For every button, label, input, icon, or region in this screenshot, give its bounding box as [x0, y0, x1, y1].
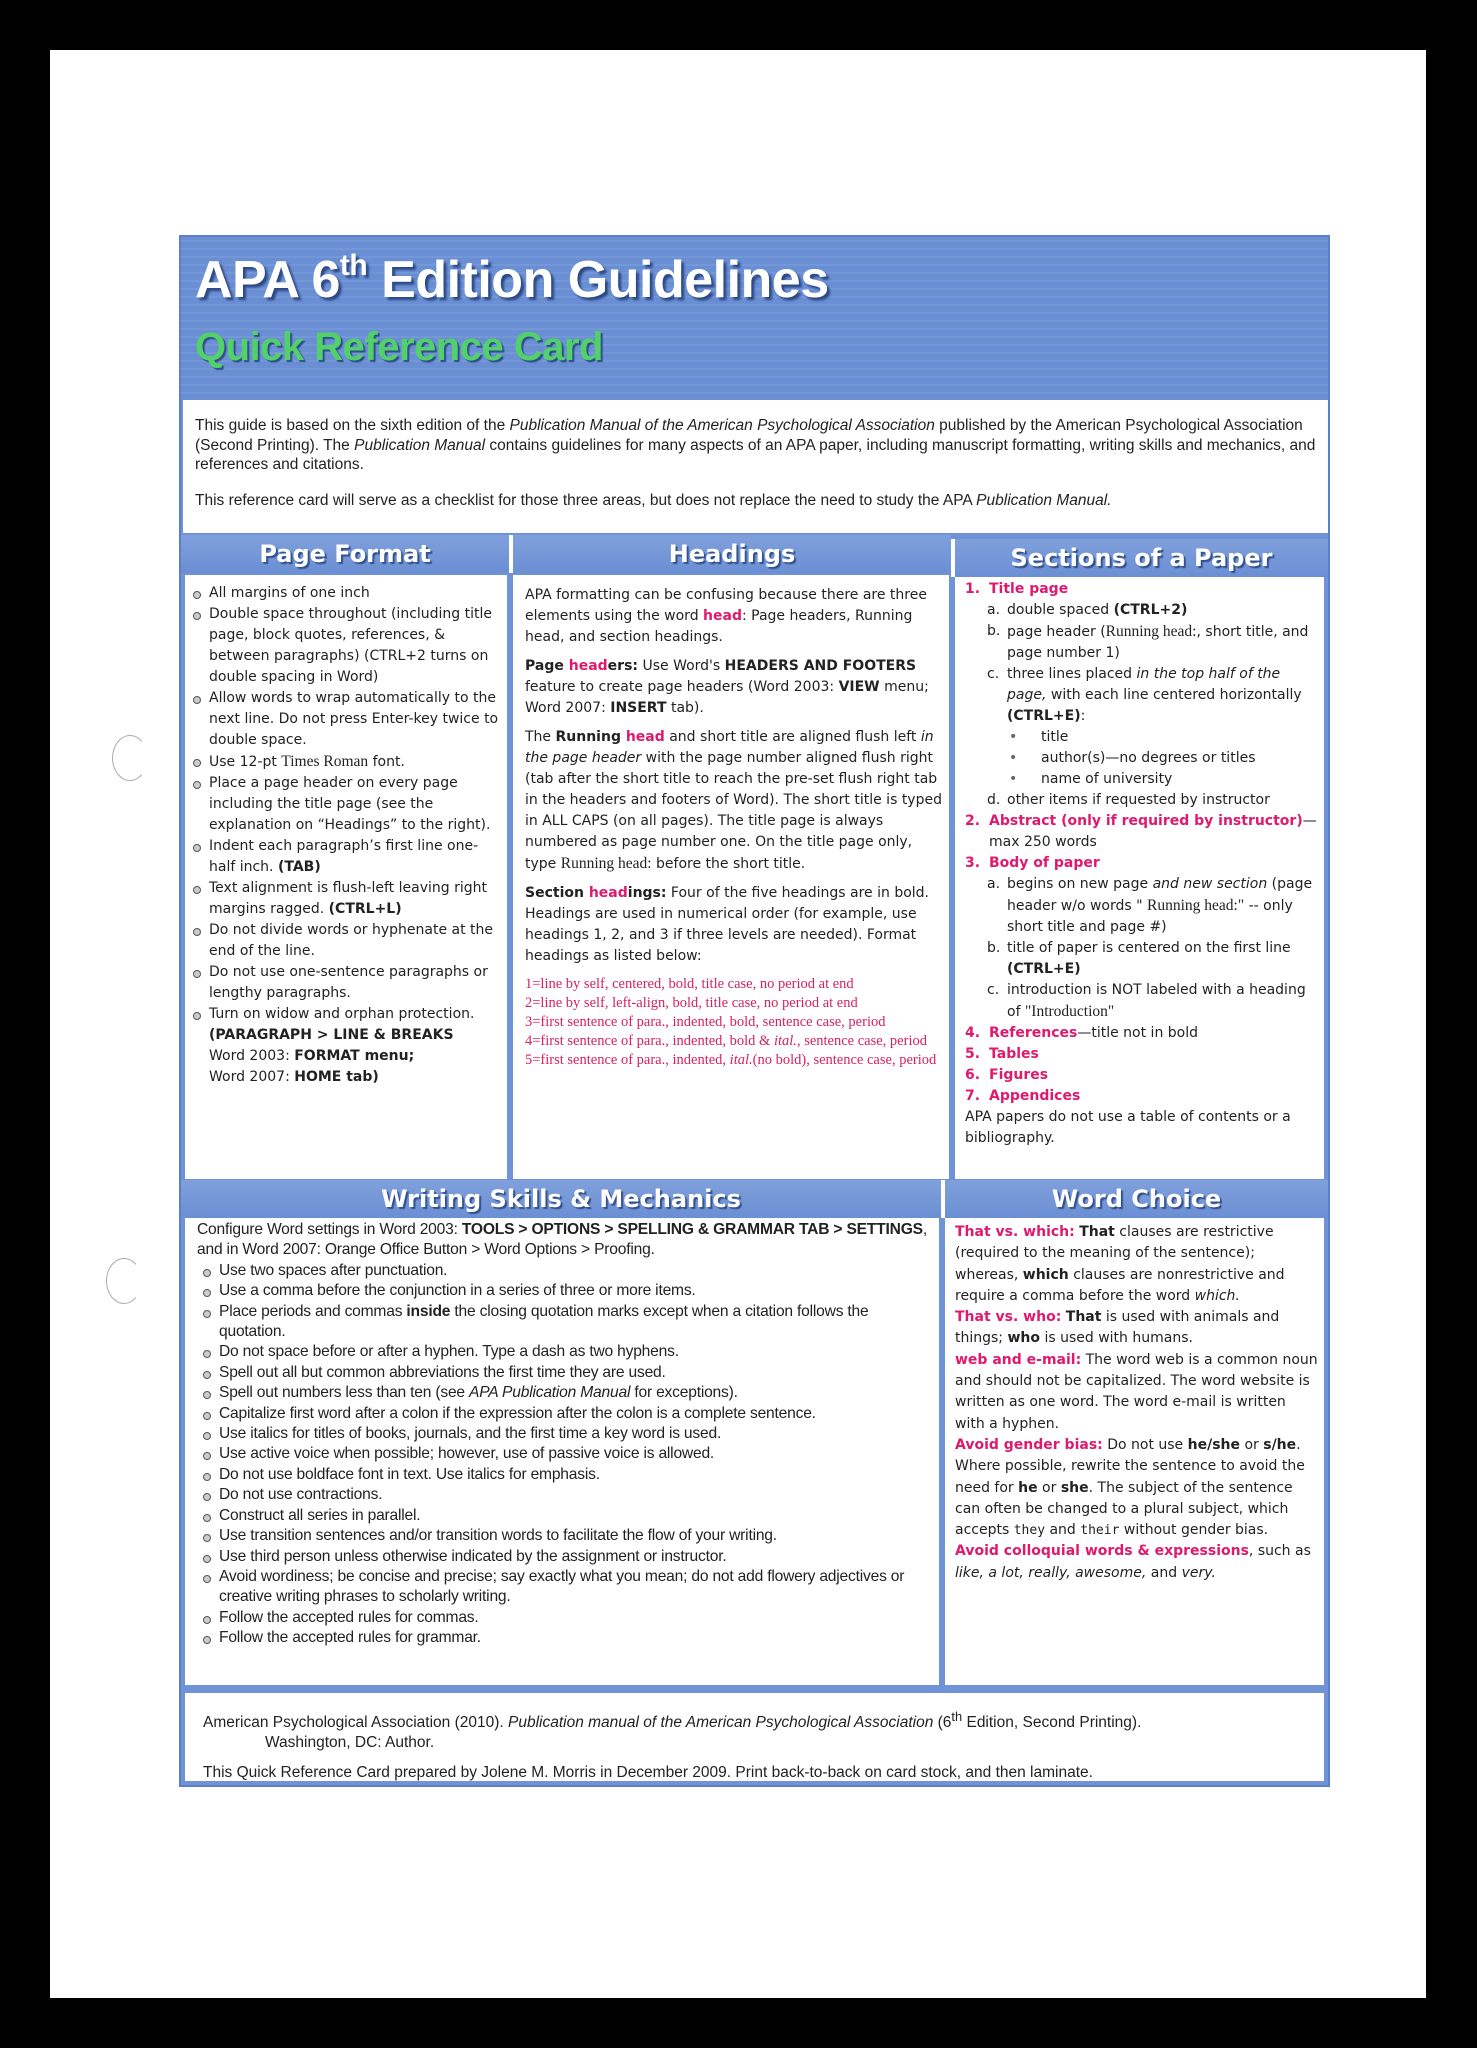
list-item: [187, 604, 501, 688]
outline-item: [959, 621, 1320, 664]
text-run: he: [1018, 1479, 1038, 1496]
outline-number: b.: [987, 940, 1001, 956]
text-run: Four of the five headings are in bold. Headings are used in numerical order (for example, use headings 1, 2, and 3 if three levels are needed). Format headings as listed below:: [525, 885, 929, 964]
text-run: Page: [525, 658, 569, 674]
text-run: Word 2003:: [209, 1048, 295, 1064]
outline-item: [959, 1044, 1320, 1065]
text-run: , short title, and page number 1): [1007, 624, 1309, 661]
title-superscript: th: [339, 249, 368, 282]
outline-number: b.: [987, 623, 1001, 639]
text-run: without gender bias.: [1119, 1522, 1269, 1539]
outline-number: 6.: [965, 1067, 981, 1083]
text-run: turns on double spacing in Word): [209, 648, 489, 685]
text-run: 2=line by self, left-align, bold, title case, no period at end: [525, 995, 858, 1011]
outline-item: [959, 790, 1320, 811]
text-run: 5=first sentence of para., indented,: [525, 1052, 730, 1068]
text-run: Publication manual of the American Psychological Association: [507, 1714, 934, 1732]
page-format-list: [187, 583, 501, 1088]
text-run: who: [1007, 1330, 1041, 1347]
list-item: [187, 751, 501, 773]
reference-citation: [203, 1707, 1312, 1753]
text-run: in the page header: [525, 729, 934, 766]
text-run: feature to create page headers (Word 2003:: [525, 679, 839, 695]
text-run: for exceptions).: [630, 1384, 738, 1402]
text-run: they: [1013, 1523, 1046, 1539]
list-item: [197, 1485, 931, 1505]
text-run: the closing quotation marks except when a citation follows the quotation.: [219, 1302, 869, 1341]
page-format-panel: [185, 575, 507, 1179]
text-run: which.: [1194, 1287, 1240, 1304]
text-run: , sentence case, period: [796, 1033, 927, 1049]
text-run: Indent each paragraph’s first line one-half inch.: [209, 838, 479, 875]
text-run: ital.: [773, 1033, 797, 1049]
text-run: which: [1022, 1266, 1069, 1283]
title-text: APA 6: [195, 251, 340, 309]
text-run: —max 250 words: [989, 813, 1317, 850]
text-run: Place a page header on every page including the title page (see the explanation on “Headings” to the right).: [209, 775, 491, 833]
text-run: like, a lot, really, awesome,: [955, 1564, 1147, 1581]
outline-number: 4.: [965, 1025, 981, 1041]
text-run: other items if requested by instructor: [1007, 792, 1270, 808]
text-run: ers:: [607, 658, 639, 674]
text-run: Spell out numbers less than ten (see: [219, 1384, 470, 1402]
text-run: VIEW: [838, 679, 880, 695]
text-run: Do not space before or after a hyphen. Type a dash as two hyphens.: [219, 1343, 679, 1361]
text-run: (CTRL+2: [363, 648, 426, 664]
card-credit: This Quick Reference Card prepared by Jolene M. Morris in December 2009. Print back-to-back on card stock, and then laminate.: [203, 1764, 1093, 1782]
list-item: [525, 975, 945, 994]
text-run: Use a comma before the conjunction in a series of three or more items.: [219, 1282, 696, 1300]
outline-item: [959, 811, 1320, 853]
text-run: . Where possible, rewrite the sentence to avoid the need for: [955, 1436, 1305, 1496]
text-run: Do not use one-sentence paragraphs or lengthy paragraphs.: [209, 964, 488, 1001]
intro-paragraph: [195, 491, 1316, 511]
outline-item: [959, 1023, 1320, 1044]
text-run: That: [1065, 1309, 1102, 1326]
text-run: Allow words to wrap automatically to the next line. Do not press Enter-key twice to double space.: [209, 690, 499, 748]
text-run: or: [1240, 1436, 1264, 1453]
writing-panel: [185, 1218, 939, 1685]
text-run: ital.: [729, 1052, 753, 1068]
text-run: Place periods and commas: [219, 1302, 407, 1320]
text-run: Avoid gender bias:: [955, 1436, 1103, 1453]
text-run: contains guidelines for many aspects of an APA paper, including manuscript formatting, writing skills and mechanics, and references and citations.: [195, 436, 1316, 473]
word-choice-paragraph: [955, 1435, 1318, 1541]
list-item: [197, 1404, 931, 1424]
text-run: th: [951, 1709, 963, 1724]
text-run: author(s)—no degrees or titles: [1041, 750, 1256, 766]
word-choice-paragraph: [955, 1307, 1318, 1350]
list-item: [197, 1302, 931, 1343]
list-item: [187, 878, 501, 920]
text-run: Double space throughout (including title page, block quotes, references, & between paragraphs): [209, 606, 493, 664]
text-run: head: [703, 608, 742, 624]
list-item: [197, 1342, 931, 1362]
list-item: [197, 1363, 931, 1383]
list-item: [197, 1281, 931, 1301]
list-item: [187, 773, 501, 836]
text-run: three lines placed: [1007, 666, 1137, 682]
text-run: 4=first sentence of para., indented, bold &: [525, 1033, 774, 1049]
outline-number: c.: [987, 982, 1000, 998]
list-item: [197, 1628, 931, 1648]
text-run: APA formatting can be confusing because there are three elements using the word: [525, 587, 927, 624]
word-choice-paragraph: [955, 1541, 1318, 1584]
outline-number: a.: [987, 602, 1001, 618]
text-run: INSERT: [610, 700, 667, 716]
text-run: Use transition sentences and/or transition words to facilitate the flow of your writing.: [219, 1527, 777, 1545]
text-run: Appendices: [989, 1088, 1081, 1104]
text-run: That: [1079, 1224, 1115, 1240]
text-run: References: [989, 1025, 1078, 1041]
text-run: Body of paper: [989, 855, 1100, 871]
list-item: [197, 1567, 931, 1608]
outline-number: •: [1009, 771, 1018, 787]
text-run: Title page: [989, 581, 1069, 597]
text-run: Use 12-pt: [209, 754, 282, 770]
text-run: The: [525, 729, 556, 745]
text-run: Do not divide words or hyphenate at the end of the line.: [209, 922, 494, 959]
punch-hole-icon: [106, 1258, 142, 1304]
text-run: Use third person unless otherwise indicated by the assignment or instructor.: [219, 1547, 727, 1565]
text-run: with the page number aligned flush right (tab after the short title to reach the pre-set flush right tab in the headers and footers of Word). The short title is typed in ALL CAPS (on all pages). The title page is always numbered as page number one. On the title page only, type: [525, 750, 942, 872]
text-run: in the top half of the page,: [1007, 666, 1281, 703]
text-run: All margins of one inch: [209, 585, 370, 601]
text-run: clauses are nonrestrictive and require a comma before the word: [955, 1266, 1285, 1304]
text-run: Publication Manual of the American Psychological Association: [509, 417, 935, 434]
text-run: Use two spaces after punctuation.: [219, 1261, 448, 1279]
text-run: s/he: [1263, 1436, 1297, 1453]
text-run: ings:: [627, 885, 667, 901]
text-run: Avoid wordiness; be concise and precise; say exactly what you mean; do not add flowery adjectives or creative writing phrases to scholarly writing.: [219, 1567, 905, 1606]
text-run: Follow the accepted rules for commas.: [219, 1608, 479, 1626]
text-run: published by the American Psychological Association (Second Printing). The: [195, 417, 1303, 454]
text-run: :: [1080, 708, 1086, 724]
outline-item: [959, 853, 1320, 874]
text-run: tab).: [666, 700, 704, 716]
outline-item: [959, 600, 1320, 621]
headings-paragraph: [525, 656, 945, 719]
text-run: -- only short title and page #): [1007, 898, 1293, 935]
outline-number: 1.: [965, 581, 981, 597]
text-run: and new section: [1152, 876, 1268, 892]
text-run: web and e-mail:: [955, 1351, 1082, 1368]
outline-number: c.: [987, 666, 1000, 682]
headings-heading: Headings: [509, 535, 951, 573]
text-run: font.: [368, 754, 405, 770]
text-run: Use italics for titles of books, journals, and the first time a key word is used.: [219, 1425, 722, 1443]
list-item: [197, 1424, 931, 1444]
text-run: Do not use contractions.: [219, 1486, 383, 1504]
text-run: head: [625, 729, 665, 745]
text-run: she: [1060, 1479, 1089, 1496]
text-run: Capitalize first word after a colon if the expression after the colon is a complete sentence.: [219, 1404, 816, 1422]
card-subtitle: Quick Reference Card: [195, 325, 603, 369]
text-run: (6: [933, 1714, 952, 1732]
text-run: Use Word's: [638, 658, 725, 674]
list-item: [197, 1444, 931, 1464]
text-run: The word web is a common noun and should not be capitalized. The word website is written as one word. The word e-mail is written with a hyphen.: [955, 1351, 1318, 1432]
text-run: with each line centered horizontally: [1046, 687, 1302, 703]
text-run: —title not in bold: [1077, 1025, 1198, 1041]
outline-item: [959, 874, 1320, 938]
sections-note: APA papers do not use a table of contents or a bibliography.: [965, 1109, 1291, 1146]
text-run: clauses are restrictive (required to the meaning of the sentence); whereas,: [955, 1224, 1274, 1283]
headings-paragraph: [525, 727, 945, 875]
card-header: [181, 237, 1328, 400]
text-run: before the short title.: [651, 856, 806, 872]
text-run: HEADERS AND FOOTERS: [724, 658, 917, 674]
list-item: [187, 583, 501, 604]
text-run: Running head:: [560, 855, 652, 872]
text-run: FORMAT menu;: [294, 1048, 415, 1064]
text-run: is used with humans.: [1040, 1330, 1193, 1347]
text-run: introduction is NOT labeled with a heading of: [1007, 982, 1306, 1020]
text-run: begins on new page: [1007, 876, 1153, 892]
list-item: [197, 1608, 931, 1628]
text-run: Word 2007:: [209, 1069, 295, 1085]
text-run: Follow the accepted rules for grammar.: [219, 1629, 481, 1647]
outline-item: [959, 1065, 1320, 1086]
writing-intro: [197, 1220, 931, 1261]
text-run: page header (: [1007, 624, 1106, 640]
text-run: Avoid colloquial words & expressions: [955, 1543, 1249, 1560]
list-item: [187, 688, 501, 751]
text-run: Running: [555, 729, 626, 745]
sections-outline: [959, 579, 1320, 1107]
text-run: Spell out all but common abbreviations the first time they are used.: [219, 1363, 666, 1381]
list-item: [197, 1526, 931, 1546]
list-item: [187, 920, 501, 962]
text-run: name of university: [1041, 771, 1173, 787]
outline-item: [959, 1086, 1320, 1107]
text-run: head: [568, 658, 608, 674]
text-run: very.: [1181, 1564, 1216, 1581]
text-run: 3=first sentence of para., indented, bold, sentence case, period: [525, 1014, 886, 1030]
text-run: 1=line by self, centered, bold, title case, no period at end: [525, 976, 854, 992]
intro-paragraph: [195, 416, 1316, 475]
text-run: (CTRL+E): [1007, 708, 1081, 724]
text-run: Abstract (only if required by instructor): [989, 813, 1303, 829]
text-run: their: [1080, 1523, 1120, 1539]
outline-item: [959, 938, 1320, 980]
text-run: Do not use boldface font in text. Use italics for emphasis.: [219, 1465, 600, 1483]
word-choice-paragraph: [955, 1350, 1318, 1435]
text-run: and: [1146, 1564, 1182, 1581]
text-run: and: [1045, 1522, 1081, 1539]
outline-number: •: [1009, 729, 1018, 745]
text-run: (CTRL+2): [1113, 602, 1188, 618]
sections-heading: Sections of a Paper: [951, 539, 1328, 577]
outline-number: a.: [987, 876, 1001, 892]
text-run: That vs. which:: [955, 1224, 1075, 1240]
text-run: Edition, Second Printing).: [962, 1714, 1142, 1732]
list-item: [187, 962, 501, 1004]
outline-item: [959, 727, 1320, 748]
outline-item: [959, 748, 1320, 769]
text-run: APA Publication Manual: [469, 1384, 631, 1402]
outline-number: 2.: [965, 813, 981, 829]
text-run: Tables: [989, 1046, 1039, 1062]
footer: [185, 1693, 1324, 1781]
word-choice-heading: Word Choice: [941, 1180, 1328, 1218]
text-run: HOME tab): [294, 1069, 379, 1085]
text-run: (CTRL+L): [328, 901, 402, 917]
text-run: head: [588, 885, 628, 901]
text-run: , such as: [1248, 1543, 1311, 1560]
text-run: . The subject of the sentence can often be changed to a plural subject, which accepts: [955, 1479, 1293, 1539]
writing-heading: Writing Skills & Mechanics: [181, 1180, 941, 1218]
text-run: Configure Word settings in Word 2003:: [197, 1221, 462, 1238]
text-run: and short title are aligned flush left: [664, 729, 921, 745]
text-run: "Introduction": [1024, 1003, 1115, 1020]
text-run: (CTRL+E): [1007, 961, 1081, 977]
text-run: double spaced: [1007, 602, 1114, 618]
list-item: [197, 1506, 931, 1526]
text-run: Use active voice when possible; however, use of passive voice is allowed.: [219, 1445, 715, 1463]
writing-list: [197, 1261, 931, 1649]
punch-hole-icon: [112, 735, 148, 781]
reference-card: [179, 235, 1330, 1787]
list-item: [197, 1547, 931, 1567]
list-item: [525, 1013, 945, 1032]
text-run: TOOLS > OPTIONS > SPELLING & GRAMMAR TAB > SETTINGS: [461, 1221, 923, 1238]
text-run: Text alignment is flush-left leaving right margins ragged.: [209, 880, 487, 917]
outline-item: [959, 579, 1320, 600]
outline-number: 3.: [965, 855, 981, 871]
list-item: [197, 1261, 931, 1281]
text-run: (no bold), sentence case, period: [752, 1052, 937, 1068]
text-run: Washington, DC: Author.: [265, 1734, 435, 1752]
heading-levels-list: [525, 975, 945, 1070]
text-run: Figures: [989, 1067, 1049, 1083]
outline-item: [959, 664, 1320, 727]
text-run: title of paper is centered on the first line: [1007, 940, 1291, 956]
text-run: Construct all series in parallel.: [219, 1506, 421, 1524]
text-run: This guide is based on the sixth edition of the: [195, 417, 510, 434]
list-item: [197, 1465, 931, 1485]
text-run: Times Roman: [281, 753, 369, 770]
text-run: (TAB): [277, 859, 321, 875]
headings-paragraph: [525, 585, 945, 648]
text-run: is used with animals and things;: [955, 1309, 1280, 1347]
intro-section: [183, 400, 1328, 533]
list-item: [525, 1051, 945, 1070]
text-run: This reference card will serve as a checklist for those three areas, but does not replace the need to study the APA: [195, 491, 977, 509]
list-item: [525, 994, 945, 1013]
text-run: (PARAGRAPH > LINE & BREAKS: [209, 1027, 454, 1043]
text-run: , and in Word 2007: Orange Office Button > Word Options > Proofing.: [197, 1221, 927, 1259]
text-run: That vs. who:: [955, 1309, 1062, 1326]
text-run: Running head:: [1105, 623, 1197, 640]
list-item: [187, 836, 501, 878]
text-run: Do not use: [1102, 1436, 1188, 1453]
sections-panel: [955, 577, 1324, 1179]
headings-paragraph: [525, 883, 945, 967]
word-choice-paragraph: [955, 1222, 1318, 1307]
page-format-heading: Page Format: [181, 535, 509, 573]
text-run: American Psychological Association (2010).: [203, 1714, 508, 1732]
text-run: title: [1041, 729, 1069, 745]
card-title: [195, 249, 829, 310]
headings-panel: [513, 575, 949, 1179]
list-item: [525, 1032, 945, 1051]
text-run: Publication Manual.: [976, 491, 1112, 509]
text-run: Turn on widow and orphan protection.: [209, 1006, 475, 1022]
text-run: (page header w/o words ": [1007, 876, 1313, 914]
outline-number: 5.: [965, 1046, 981, 1062]
list-item: [187, 1004, 501, 1088]
text-run: he/she: [1187, 1436, 1240, 1453]
text-run: or: [1037, 1479, 1061, 1496]
outline-number: 7.: [965, 1088, 981, 1104]
outline-number: •: [1009, 750, 1018, 766]
text-run: inside: [406, 1302, 451, 1320]
text-run: : Page headers, Running head, and section headings.: [525, 608, 913, 645]
text-run: menu; Word 2007:: [525, 679, 929, 716]
list-item: [197, 1383, 931, 1403]
text-run: Section: [525, 885, 589, 901]
outline-item: [959, 980, 1320, 1023]
outline-item: [959, 769, 1320, 790]
title-text: Edition Guidelines: [367, 251, 829, 309]
word-choice-panel: [945, 1218, 1324, 1685]
outline-number: d.: [987, 792, 1001, 808]
text-run: Publication Manual: [354, 436, 486, 454]
text-run: Running head:": [1147, 897, 1245, 914]
